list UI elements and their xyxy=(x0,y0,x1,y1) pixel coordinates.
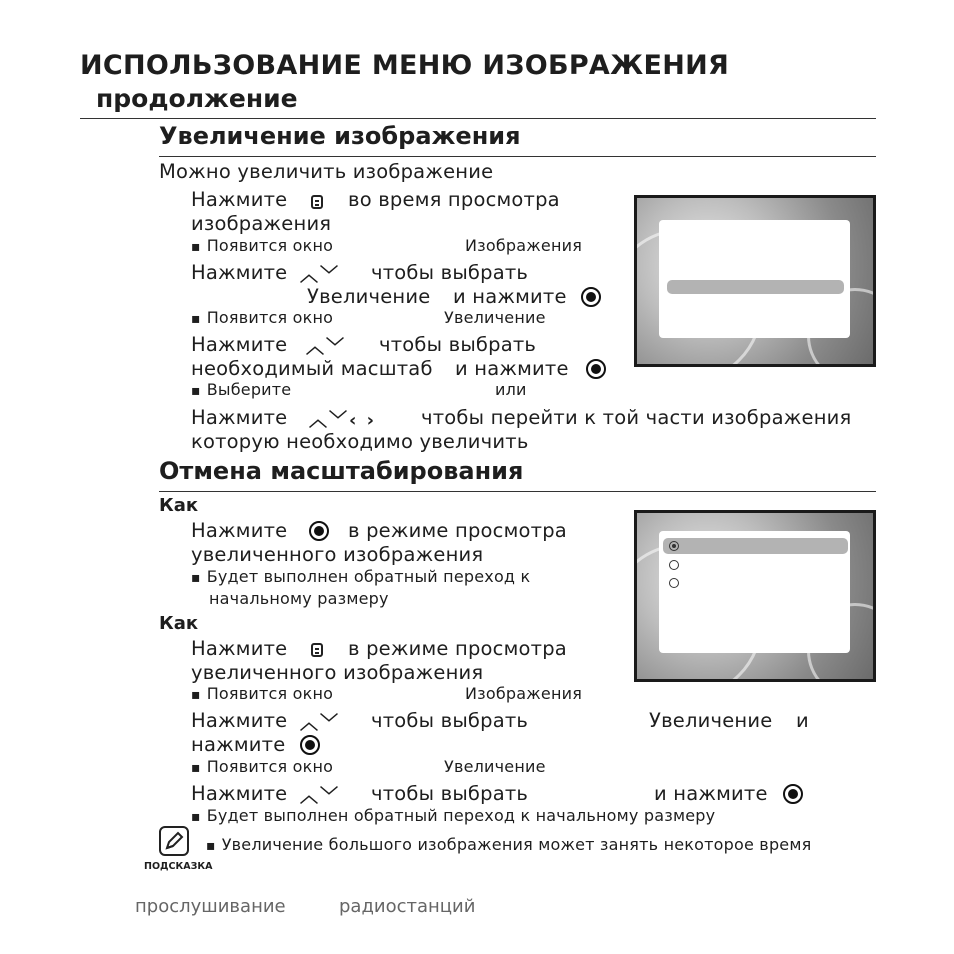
zoom-step4-text: чтобы перейти к той части изображения xyxy=(421,406,852,429)
m2-note2-window: Увеличение xyxy=(444,757,546,776)
m2-step2-press: Нажмите xyxy=(191,709,288,732)
device-screen-zoom-options xyxy=(634,510,876,682)
zoom-step2-note: ▪ Появится окно xyxy=(191,308,333,327)
zoom-option-radio-3[interactable] xyxy=(669,578,679,588)
m2-step3-text: чтобы выбрать xyxy=(371,782,529,805)
method2-label: Как xyxy=(159,613,199,634)
zoom-options-popup xyxy=(659,531,850,653)
zoom-step1-press: Нажмите xyxy=(191,188,288,211)
m2-step1-text: в режиме просмотра xyxy=(348,637,567,660)
zoom-step3-text: чтобы выбрать xyxy=(379,333,537,356)
select-button-icon xyxy=(783,784,803,804)
tip-pencil-icon xyxy=(159,826,189,856)
m2-step1-press: Нажмите xyxy=(191,637,288,660)
zoom-step1-note: ▪ Появится окно xyxy=(191,236,333,255)
device-screen-zoom-menu xyxy=(634,195,876,367)
zoom-step2-text2: и нажмите xyxy=(453,285,567,308)
menu-highlight-zoom[interactable] xyxy=(667,280,844,294)
m2-step2-option: Увеличение xyxy=(649,709,773,732)
page-subtitle: продолжение xyxy=(96,84,298,113)
method1-label: Как xyxy=(159,495,199,516)
m1-note: ▪ Будет выполнен обратный переход к xyxy=(191,567,530,586)
zoom-step4-text2: которую необходимо увеличить xyxy=(191,430,529,453)
m2-step2-and: и xyxy=(796,709,809,732)
page-title: ИСПОЛЬЗОВАНИЕ МЕНЮ ИЗОБРАЖЕНИЯ xyxy=(80,50,730,81)
m2-note3: ▪ Будет выполнен обратный переход к начальному размеру xyxy=(191,806,715,825)
zoom-step2-press: Нажмите xyxy=(191,261,288,284)
select-button-icon xyxy=(309,521,329,541)
zoom-divider xyxy=(159,156,876,157)
title-divider xyxy=(80,118,876,119)
m2-step2-press2: нажмите xyxy=(191,733,286,756)
select-button-icon xyxy=(586,359,606,379)
up-down-arrows-icon: ︿﹀ xyxy=(300,713,340,734)
zoom-option-radio-1[interactable] xyxy=(669,541,679,551)
m2-note1-window: Изображения xyxy=(465,684,583,703)
zoom-intro: Можно увеличить изображение xyxy=(159,160,494,183)
select-button-icon xyxy=(581,287,601,307)
zoom-step4-press: Нажмите xyxy=(191,406,288,429)
footer-left: прослушивание xyxy=(135,896,286,917)
footer-right: радиостанций xyxy=(339,896,476,917)
up-down-arrows-icon: ︿﹀ xyxy=(300,265,340,286)
zoom-step1-text2: изображения xyxy=(191,212,332,235)
zoom-step1-text: во время просмотра xyxy=(348,188,560,211)
zoom-step1-note-window: Изображения xyxy=(465,236,583,255)
zoom-step3-note: ▪ Выберите xyxy=(191,380,291,399)
zoom-step3-text2: необходимый масштаб xyxy=(191,357,433,380)
select-button-icon xyxy=(300,735,320,755)
zoom-heading: Увеличение изображения xyxy=(159,122,521,150)
m2-step3-press: Нажмите xyxy=(191,782,288,805)
m1-text2: увеличенного изображения xyxy=(191,543,484,566)
cancel-heading: Отмена масштабирования xyxy=(159,457,524,485)
zoom-step2-option: Увеличение xyxy=(307,285,431,308)
zoom-step3-note-or: или xyxy=(495,380,527,399)
zoom-option-highlight[interactable] xyxy=(663,538,848,554)
four-direction-arrows-icon: ︿﹀‹ › xyxy=(309,410,377,431)
m2-step3-text2: и нажмите xyxy=(654,782,768,805)
m1-press: Нажмите xyxy=(191,519,288,542)
image-menu-popup xyxy=(659,220,850,338)
m2-note1: ▪ Появится окно xyxy=(191,684,333,703)
cancel-divider xyxy=(159,491,876,492)
m1-note2: начальному размеру xyxy=(209,589,389,608)
zoom-option-radio-2[interactable] xyxy=(669,560,679,570)
m2-note2: ▪ Появится окно xyxy=(191,757,333,776)
m1-text: в режиме просмотра xyxy=(348,519,567,542)
zoom-step2-note-window: Увеличение xyxy=(444,308,546,327)
up-down-arrows-icon: ︿﹀ xyxy=(306,337,346,358)
m2-step2-text: чтобы выбрать xyxy=(371,709,529,732)
tip-text: ▪ Увеличение большого изображения может занять некоторое время xyxy=(206,835,811,854)
m2-step1-text2: увеличенного изображения xyxy=(191,661,484,684)
menu-button-icon xyxy=(311,195,323,209)
up-down-arrows-icon: ︿﹀ xyxy=(300,786,340,807)
tip-label: ПОДСКАЗКА xyxy=(144,861,213,872)
zoom-step3-text3: и нажмите xyxy=(455,357,569,380)
menu-button-icon xyxy=(311,643,323,657)
zoom-step3-press: Нажмите xyxy=(191,333,288,356)
zoom-step2-text: чтобы выбрать xyxy=(371,261,529,284)
